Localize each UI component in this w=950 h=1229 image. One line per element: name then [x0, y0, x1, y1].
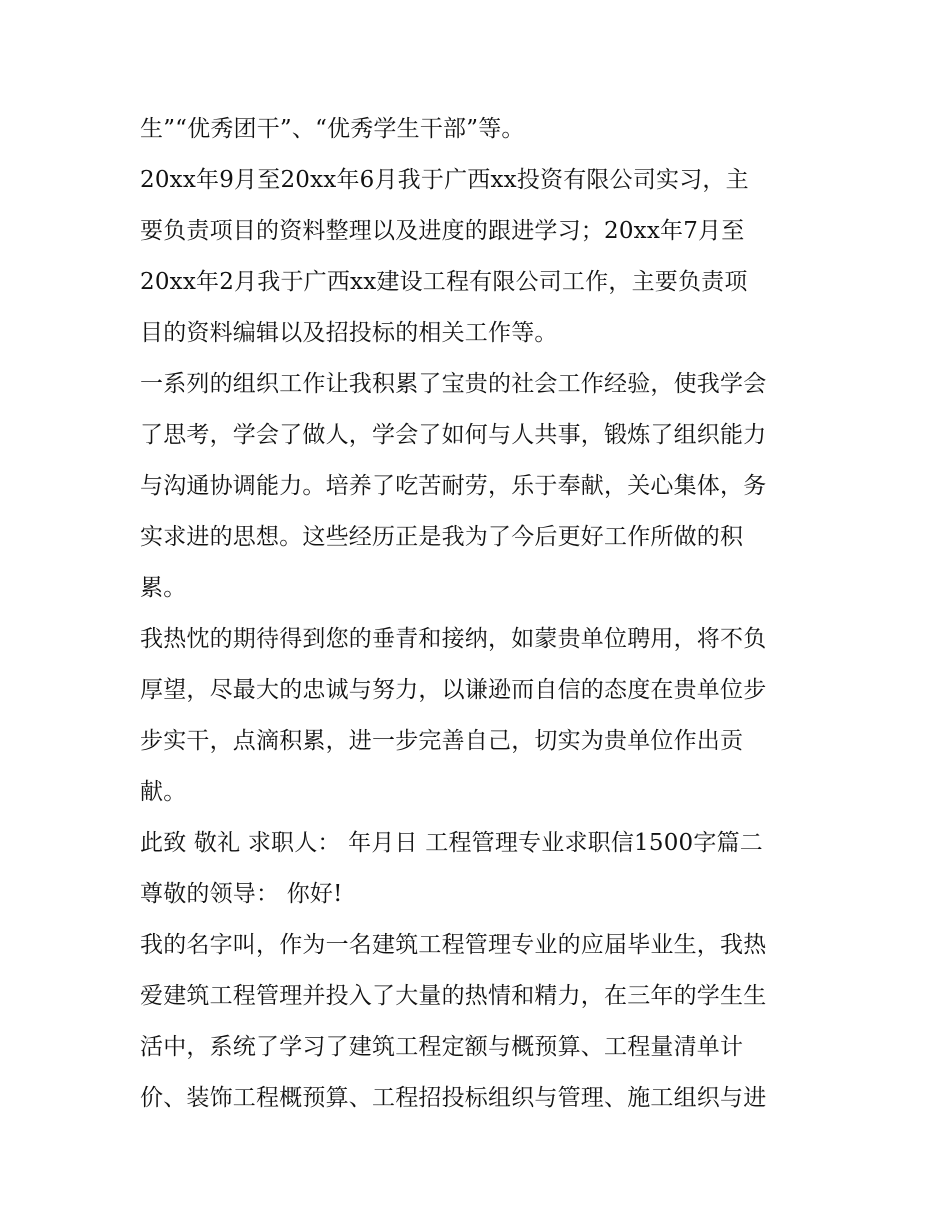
- text-line: 一系列的组织工作让我积累了宝贵的社会工作经验，使我学会: [140, 371, 767, 397]
- text-line: 价、装饰工程概预算、工程招投标组织与管理、施工组织与进: [140, 1085, 767, 1111]
- text-line: 20xx年2月我于广西xx建设工程有限公司工作，主要负责项: [140, 269, 748, 295]
- document-body: [140, 104, 812, 1124]
- text-line: 累。: [140, 575, 187, 601]
- text-line: 尊敬的领导： 你好!: [140, 881, 343, 907]
- text-line: 目的资料编辑以及招投标的相关工作等。: [140, 320, 558, 346]
- text-line: 此致 敬礼 求职人： 年月日 工程管理专业求职信1500字篇二: [140, 830, 763, 856]
- text-line: 献。: [140, 779, 187, 805]
- text-line: 我的名字叫，作为一名建筑工程管理专业的应届毕业生，我热: [140, 932, 767, 958]
- text-line: 实求进的思想。这些经历正是我为了今后更好工作所做的积: [140, 524, 744, 550]
- text-line: 20xx年9月至20xx年6月我于广西xx投资有限公司实习，主: [140, 167, 749, 193]
- text-line: 与沟通协调能力。培养了吃苦耐劳，乐于奉献，关心集体，务: [140, 473, 767, 499]
- text-line: 爱建筑工程管理并投入了大量的热情和精力，在三年的学生生: [140, 983, 767, 1009]
- text-line: 生”“优秀团干”、“优秀学生干部”等。: [140, 116, 525, 142]
- text-line: 活中，系统了学习了建筑工程定额与概预算、工程量清单计: [140, 1034, 744, 1060]
- text-line: 要负责项目的资料整理以及进度的跟进学习；20xx年7月至: [140, 218, 745, 244]
- text-line: 厚望，尽最大的忠诚与努力，以谦逊而自信的态度在贵单位步: [140, 677, 767, 703]
- text-line: 我热忱的期待得到您的垂青和接纳，如蒙贵单位聘用，将不负: [140, 626, 767, 652]
- text-line: 了思考，学会了做人，学会了如何与人共事，锻炼了组织能力: [140, 422, 767, 448]
- text-line: 步实干，点滴积累，进一步完善自己，切实为贵单位作出贡: [140, 728, 744, 754]
